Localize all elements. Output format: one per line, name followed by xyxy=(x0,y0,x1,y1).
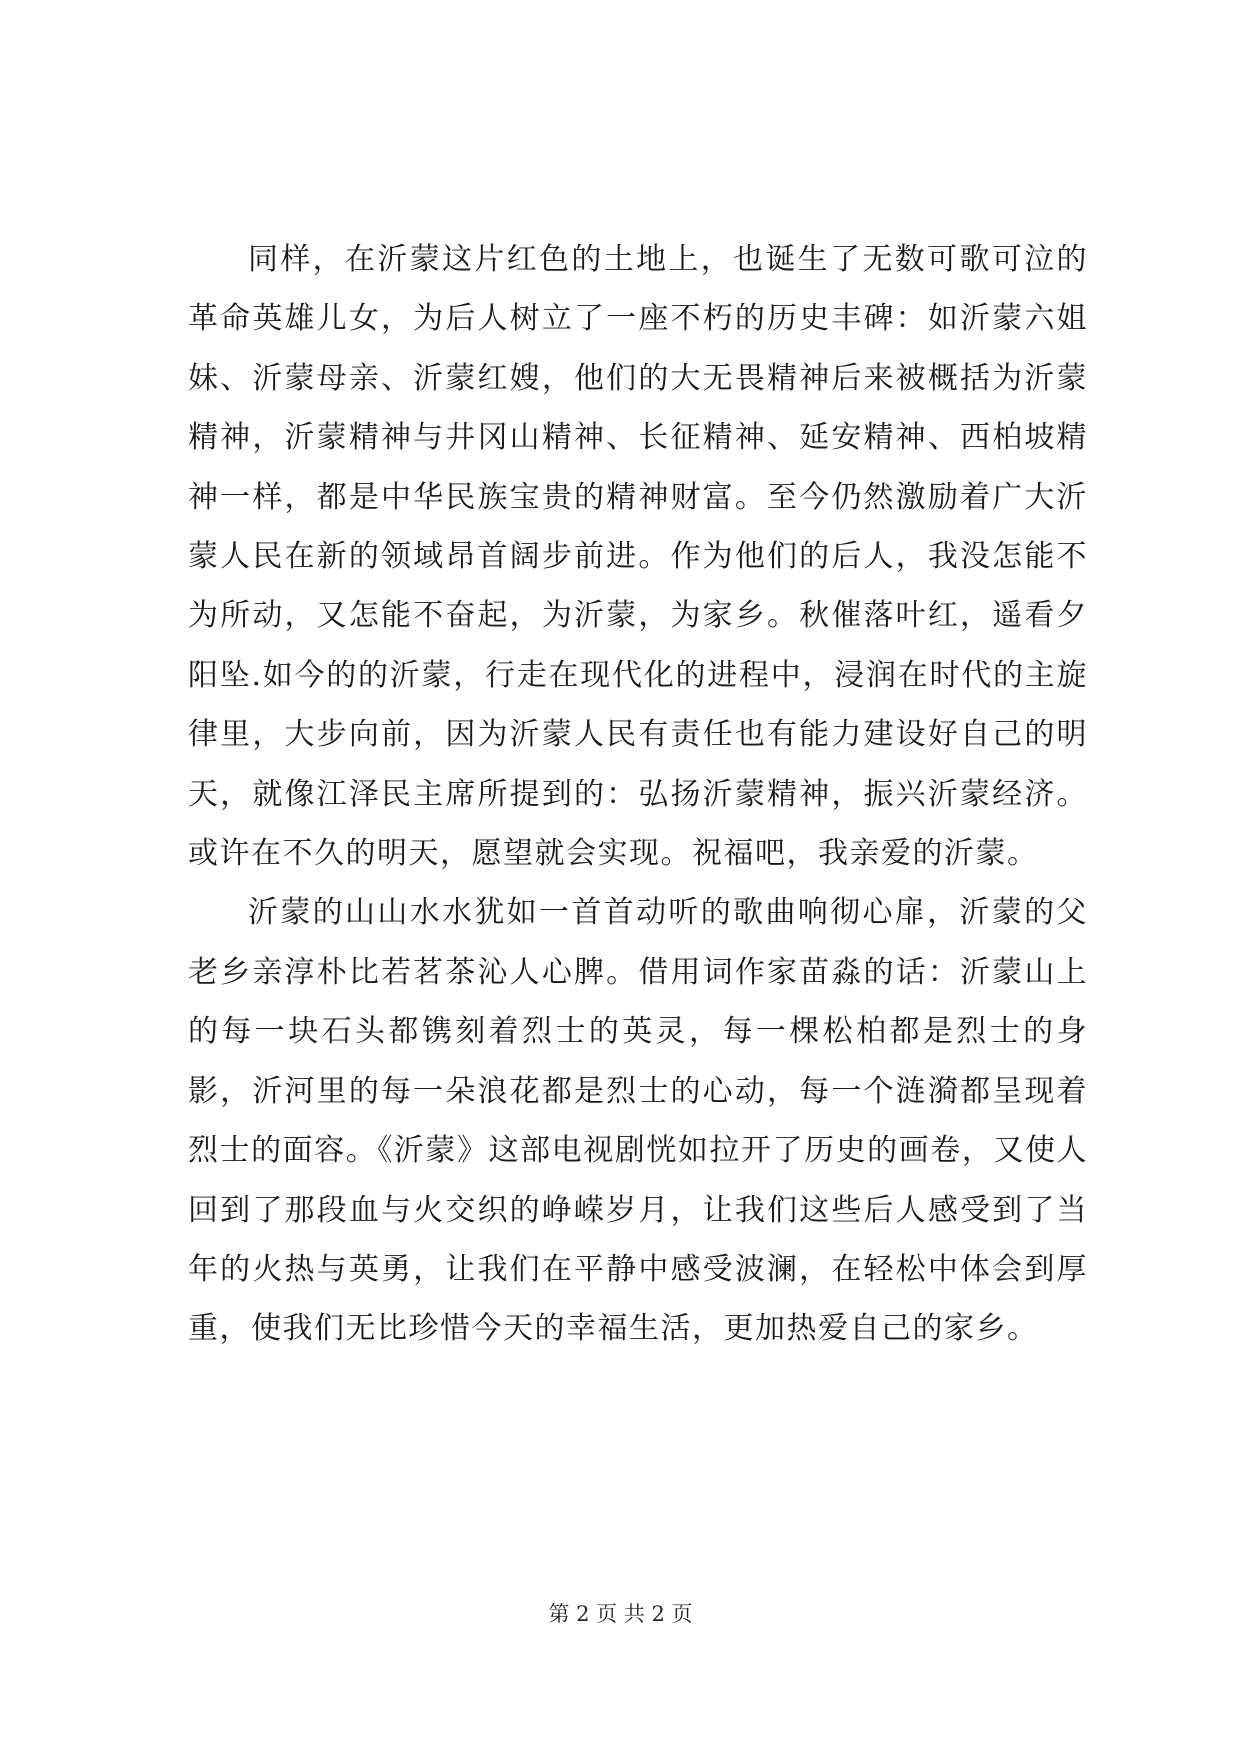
page-footer: 第 2 页 共 2 页 xyxy=(548,1602,693,1626)
body-text xyxy=(188,230,1088,1359)
paragraph-1: 同样，在沂蒙这片红色的土地上，也诞生了无数可歌可泣的革命英雄儿女，为后人树立了一座不朽的历史丰碑：如沂蒙六姐妹、沂蒙母亲、沂蒙红嫂，他们的大无畏精神后来被概括为沂蒙精神，沂蒙精神与井冈山精神、长征精神、延安精神、西柏坡精神一样，都是中华民族宝贵的精神财富。至今仍然激励着广大沂蒙人民在新的领域昂首阔步前进。作为他们的后人，我没怎能不为所动，又怎能不奋起，为沂蒙，为家乡。秋催落叶红，遥看夕阳坠.如今的的沂蒙，行走在现代化的进程中，浸润在时代的主旋律里，大步向前，因为沂蒙人民有责任也有能力建设好自己的明天，就像江泽民主席所提到的：弘扬沂蒙精神，振兴沂蒙经济。或许在不久的明天，愿望就会实现。祝福吧，我亲爱的沂蒙。 xyxy=(188,242,1088,872)
paragraph-2: 沂蒙的山山水水犹如一首首动听的歌曲响彻心扉，沂蒙的父老乡亲淳朴比若茗茶沁人心脾。借用词作家苗淼的话：沂蒙山上的每一块石头都镌刻着烈士的英灵，每一棵松柏都是烈士的身影，沂河里的每一朵浪花都是烈士的心动，每一个涟漪都呈现着烈士的面容。《沂蒙》这部电视剧恍如拉开了历史的画卷，又使人回到了那段血与火交织的峥嵘岁月，让我们这些后人感受到了当年的火热与英勇，让我们在平静中感受波澜，在轻松中体会到厚重，使我们无比珍惜今天的幸福生活，更加热爱自己的家乡。 xyxy=(188,895,1088,1347)
